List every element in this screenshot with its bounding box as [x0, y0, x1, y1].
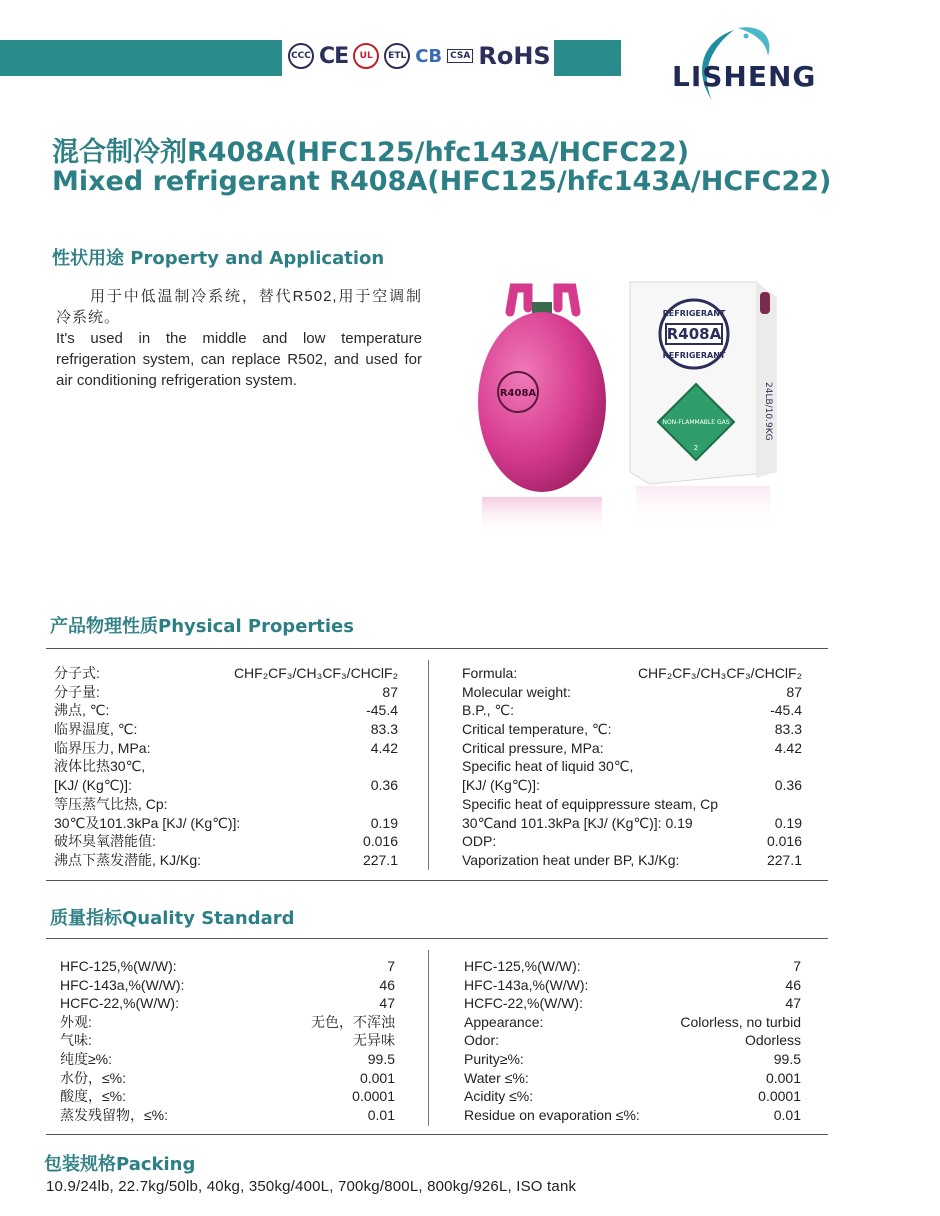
quality-standard-heading: 质量指标Quality Standard: [50, 908, 295, 929]
rohs-mark: RoHS: [478, 42, 551, 70]
table-row: B.P., ℃: -45.4: [462, 702, 802, 719]
divider: [46, 1134, 828, 1135]
table-row: Water ≤%: 0.001: [464, 1069, 801, 1086]
diamond-text: NON-FLAMMABLE GAS: [662, 419, 730, 426]
cb-mark: CB: [415, 45, 443, 67]
logo-text: LISHENG: [672, 60, 817, 93]
table-row: 沸点下蒸发潜能, KJ/Kg: 227.1: [54, 851, 398, 868]
header-band-right: [554, 40, 621, 76]
page-title-cn: 混合制冷剂R408A(HFC125/hfc143A/HCFC22): [52, 137, 690, 168]
box: [630, 282, 776, 530]
physical-table-en: [462, 664, 802, 870]
packing-text: 10.9/24lb, 22.7kg/50lb, 40kg, 350kg/400L, 700kg/800L, 800kg/926L, ISO tank: [46, 1178, 577, 1195]
table-row: 蒸发残留物，≤%: 0.01: [60, 1106, 395, 1123]
application-text-en: It's used in the middle and low temperature refrigeration system, can replace R502, and used for air conditioning refrigeration system.: [56, 330, 422, 389]
table-row: [KJ/ (Kg℃)]: 0.36: [462, 777, 802, 794]
table-row: Specific heat of equippressure steam, Cp: [462, 795, 719, 812]
table-row: 气味: 无异味: [60, 1032, 395, 1049]
table-row: HFC-143a,%(W/W): 46: [60, 976, 395, 993]
divider: [46, 648, 828, 649]
table-row: 破坏臭氧潜能值: 0.016: [54, 833, 398, 850]
table-row: 水份，≤%: 0.001: [60, 1069, 395, 1086]
table-row: 30℃and 101.3kPa [KJ/ (Kg℃)]: 0.19 0.19: [462, 814, 802, 831]
ce-mark: CE: [319, 43, 349, 69]
table-row: 临界温度, ℃: 83.3: [54, 721, 398, 738]
quality-table-cn: [60, 957, 395, 1124]
table-row: 酸度，≤%: 0.0001: [60, 1088, 395, 1105]
table-row: [KJ/ (Kg℃)]: 0.36: [54, 777, 398, 794]
cylinder: [478, 288, 606, 537]
table-row: 分子量: 87: [54, 683, 398, 700]
table-row: Critical pressure, MPa: 4.42: [462, 739, 802, 756]
table-row: Appearance: Colorless, no turbid: [464, 1013, 801, 1030]
table-row: HFC-143a,%(W/W): 46: [464, 976, 801, 993]
table-row: Vaporization heat under BP, KJ/Kg: 227.1: [462, 851, 802, 868]
table-row: Acidity ≤%: 0.0001: [464, 1088, 801, 1105]
table-row: 沸点, ℃: -45.4: [54, 702, 398, 719]
table-row: 外观: 无色，不浑浊: [60, 1013, 395, 1030]
table-row: 液体比热30℃,: [54, 758, 146, 775]
table-row: HCFC-22,%(W/W): 47: [464, 995, 801, 1012]
application-text: [56, 286, 422, 391]
table-row: Odor: Odorless: [464, 1032, 801, 1049]
ul-mark: UL: [353, 43, 379, 69]
table-row: 30℃及101.3kPa [KJ/ (Kg℃)]: 0.19: [54, 814, 398, 831]
box-label: R408A: [666, 325, 722, 343]
table-row: 分子式: CHF₂CF₃/CH₃CF₃/CHClF₂: [54, 665, 398, 681]
physical-properties-heading: 产品物理性质Physical Properties: [50, 616, 354, 637]
table-row: 临界压力, MPa: 4.42: [54, 739, 398, 756]
property-heading: 性状用途 Property and Application: [52, 248, 385, 269]
column-divider: [428, 950, 429, 1126]
divider: [46, 938, 828, 939]
table-row: Molecular weight: 87: [462, 683, 802, 700]
table-row: Residue on evaporation ≤%: 0.01: [464, 1106, 801, 1123]
lisheng-logo: [664, 22, 844, 112]
table-row: ODP: 0.016: [462, 833, 802, 850]
certification-marks: [288, 38, 552, 74]
application-text-cn: 用于中低温制冷系统，替代R502,用于空调制冷系统。: [56, 288, 422, 326]
table-row: HFC-125,%(W/W): 7: [60, 958, 395, 974]
table-row: Critical temperature, ℃: 83.3: [462, 721, 802, 738]
packing-heading: 包装规格Packing: [44, 1154, 196, 1175]
table-row: 纯度≥%: 99.5: [60, 1050, 395, 1067]
box-brand-top: REFRIGERANT: [662, 309, 726, 318]
table-row: HCFC-22,%(W/W): 47: [60, 995, 395, 1012]
box-brand-bottom: REFRIGERANT: [662, 351, 726, 360]
header-band-left: [0, 40, 282, 76]
column-divider: [428, 660, 429, 870]
table-row: HFC-125,%(W/W): 7: [464, 958, 801, 974]
cylinder-label: R408A: [499, 388, 537, 399]
page-title-en: Mixed refrigerant R408A(HFC125/hfc143A/HCFC22): [52, 166, 832, 197]
product-image: [470, 272, 790, 562]
box-side-text: 24LB/10.9KG: [763, 382, 773, 441]
divider: [46, 880, 828, 881]
ccc-mark: CCC: [288, 43, 314, 69]
quality-table-en: [464, 957, 801, 1124]
csa-mark: CSA: [447, 49, 473, 63]
physical-table-cn: [54, 664, 398, 870]
table-row: Specific heat of liquid 30℃,: [462, 758, 634, 775]
diamond-number: 2: [693, 444, 699, 452]
table-row: Purity≥%: 99.5: [464, 1050, 801, 1067]
table-row: Formula: CHF₂CF₃/CH₃CF₃/CHClF₂: [462, 665, 802, 681]
etl-mark: ETL: [384, 43, 410, 69]
table-row: 等压蒸气比热, Cp:: [54, 795, 168, 812]
